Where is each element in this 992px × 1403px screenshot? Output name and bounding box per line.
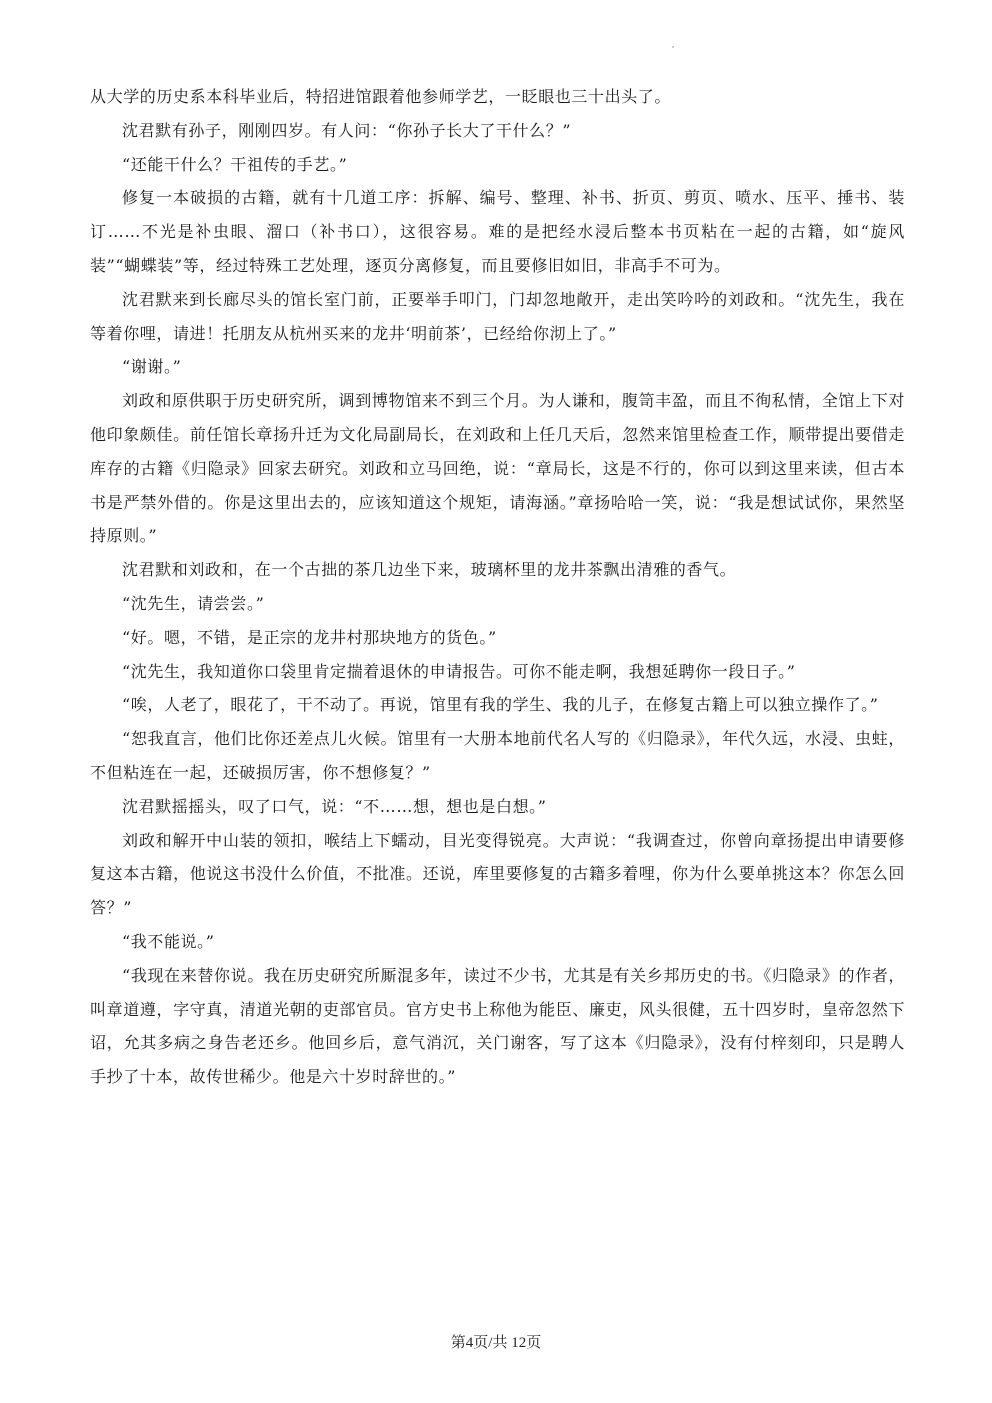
paragraph: “唉，人老了，眼花了，干不动了。再说，馆里有我的学生、我的儿子，在修复古籍上可以独立操作了。”: [122, 695, 879, 715]
document-body: [90, 80, 905, 1094]
paragraph: “沈先生，请尝尝。”: [122, 593, 265, 613]
paragraph: 从大学的历史系本科毕业后，特招进馆跟着他参师学艺，一眨眼也三十出头了。: [90, 87, 672, 106]
paragraph: “谢谢。”: [122, 357, 182, 377]
page-number: 第4页/共 12页: [450, 1335, 542, 1351]
paragraph: 沈君默有孙子，刚刚四岁。有人问：“你孙子长大了干什么？”: [122, 120, 572, 140]
paragraph: 修复一本破损的古籍，就有十几道工序：拆解、编号、整理、补书、折页、剪页、喷水、压平、捶书、装订……不光是补虫眼、溜口（补书口），这很容易。难的是把经水浸后整本书页粘在一起的古籍，如“旋风装”“蝴蝶装”等，经过特殊工艺处理，逐页分离修复，而且要修旧如旧，非高手不可为。: [90, 188, 905, 275]
paragraph: “好。嗯，不错，是正宗的龙井村那块地方的货色。”: [122, 627, 497, 647]
paragraph: “恕我直言，他们比你还差点儿火候。馆里有一大册本地前代名人写的《归隐录》，年代久远，水浸、虫蛀，不但粘连在一起，还破损厉害，你不想修复？”: [90, 729, 905, 782]
paragraph: “我现在来替你说。我在历史研究所厮混多年，读过不少书，尤其是有关乡邦历史的书。《归隐录》的作者，叫章道遵，字守真，清道光朝的吏部官员。官方史书上称他为能臣、廉吏，风头很健，五十四岁时，皇帝忽然下诏，允其多病之身告老还乡。他回乡后，意气消沉，关门谢客，写了这本《归隐录》，没有付梓刻印，只是聘人手抄了十本，故传世稀少。他是六十岁时辞世的。”: [90, 965, 905, 1087]
paragraph: 沈君默摇摇头，叹了口气，说：“不……想，想也是白想。”: [122, 796, 547, 816]
scan-speck: [672, 46, 674, 48]
paragraph: “我不能说。”: [122, 931, 215, 951]
paragraph: 刘政和解开中山装的领扣，喉结上下蠕动，目光变得锐亮。大声说：“我调查过，你曾向章扬提出申请要修复这本古籍，他说这书没什么价值，不批准。还说，库里要修复的古籍多着哩，你为什么要单挑这本？你怎么回答？”: [90, 830, 905, 918]
paragraph: 沈君默来到长廊尽头的馆长室门前，正要举手叩门，门却忽地敞开，走出笑吟吟的刘政和。“沈先生，我在等着你哩，请进！托朋友从杭州买来的龙井‘明前茶’，已经给你沏上了。”: [90, 289, 905, 343]
paragraph: “还能干什么？干祖传的手艺。”: [122, 154, 348, 174]
paragraph: 刘政和原供职于历史研究所，调到博物馆来不到三个月。为人谦和，腹笥丰盈，而且不徇私情，全馆上下对他印象颇佳。前任馆长章扬升迁为文化局副局长，在刘政和上任几天后，忽然来馆里检查工作，顺带提出要借走库存的古籍《归隐录》回家去研究。刘政和立马回绝，说：“章局长，这是不行的，你可以到这里来读，但古本书是严禁外借的。你是这里出去的，应该知道这个规矩，请海涵。”章扬哈哈一笑，说：“我是想试试你，果然坚持原则。”: [90, 391, 905, 546]
paragraph: 沈君默和刘政和，在一个古拙的茶几边坐下来，玻璃杯里的龙井茶飘出清雅的香气。: [122, 560, 737, 580]
paragraph: “沈先生，我知道你口袋里肯定揣着退休的申请报告。可你不能走啊，我想延聘你一段日子。”: [122, 661, 796, 681]
